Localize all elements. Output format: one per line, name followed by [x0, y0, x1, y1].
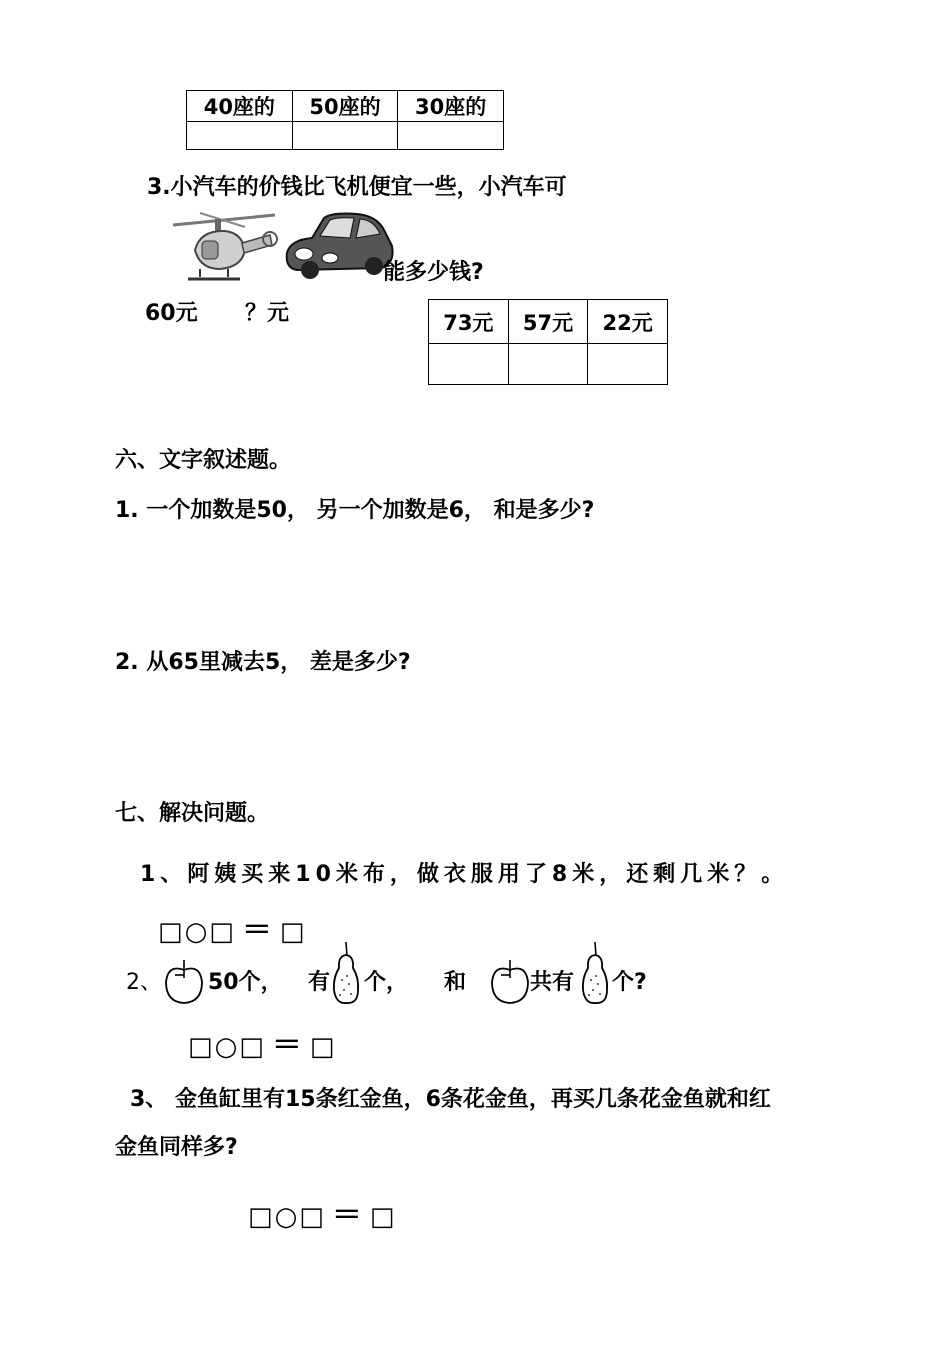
- section7-q2-e: 共有: [530, 970, 575, 995]
- apple-icon: [162, 958, 206, 1006]
- plane-price: 60元: [145, 301, 198, 326]
- eq3-box-a[interactable]: □: [248, 1202, 275, 1232]
- apple-icon-2: [488, 958, 532, 1006]
- eq3-circle[interactable]: ○: [274, 1202, 300, 1232]
- price-answer-73[interactable]: [429, 344, 509, 385]
- seat-table: [186, 90, 504, 150]
- seat-header-30: 30座的: [398, 91, 504, 122]
- price-choice-22: 22元: [588, 300, 668, 344]
- eq1-box-c[interactable]: □: [279, 917, 307, 947]
- section6-q2: 2. 从65里减去5， 差是多少?: [115, 650, 411, 675]
- car-icon: [282, 208, 397, 283]
- eq1-equals: ＝: [241, 913, 274, 948]
- price-answer-22[interactable]: [588, 344, 668, 385]
- seat-answer-40[interactable]: [187, 122, 293, 150]
- q3-text-line1: 3.小汽车的价钱比飞机便宜一些，小汽车可: [147, 175, 567, 200]
- eq1-box-b[interactable]: □: [209, 917, 236, 947]
- section6-title: 六、文字叙述题。: [115, 448, 292, 473]
- seat-answer-30[interactable]: [398, 122, 504, 150]
- eq2-circle[interactable]: ○: [214, 1032, 240, 1062]
- section7-q2-a: 50个，: [208, 970, 283, 995]
- price-choice-73: 73元: [429, 300, 509, 344]
- eq2-box-b[interactable]: □: [239, 1032, 266, 1062]
- section7-q2-d: 和: [444, 970, 467, 995]
- eq3-box-c[interactable]: □: [369, 1202, 397, 1232]
- price-choice-57: 57元: [508, 300, 588, 344]
- seat-header-50: 50座的: [292, 91, 398, 122]
- eq3-equals: ＝: [331, 1198, 364, 1233]
- eq1-box-a[interactable]: □: [158, 917, 185, 947]
- section7-q2-b: 有: [308, 970, 331, 995]
- eq2-box-c[interactable]: □: [309, 1032, 337, 1062]
- eq3-box-b[interactable]: □: [299, 1202, 326, 1232]
- equation-2: [188, 1020, 336, 1064]
- pear-icon: [329, 940, 363, 1006]
- section7-q3-line2: 金鱼同样多?: [115, 1135, 238, 1160]
- seat-answer-50[interactable]: [292, 122, 398, 150]
- section7-q1: 1、阿姨买来10米布，做衣服用了8米，还剩几米？。: [140, 862, 789, 887]
- section7-title: 七、解决问题。: [115, 801, 270, 826]
- pear-icon-2: [578, 940, 612, 1006]
- seat-header-40: 40座的: [187, 91, 293, 122]
- car-price: ？元: [245, 301, 290, 326]
- eq2-equals: ＝: [271, 1028, 304, 1063]
- eq2-box-a[interactable]: □: [188, 1032, 215, 1062]
- equation-3: [248, 1190, 396, 1234]
- price-choice-table: [428, 299, 668, 385]
- eq1-circle[interactable]: ○: [184, 917, 210, 947]
- section6-q1: 1. 一个加数是50， 另一个加数是6， 和是多少?: [115, 498, 595, 523]
- section7-q2-num: 2、: [126, 970, 162, 995]
- section7-q2-c: 个，: [364, 970, 409, 995]
- helicopter-icon: [170, 205, 285, 290]
- section7-q3-line1: 3、 金鱼缸里有15条红金鱼，6条花金鱼，再买几条花金鱼就和红: [130, 1087, 771, 1112]
- equation-1: [158, 905, 306, 949]
- section7-q2-f: 个?: [612, 970, 647, 995]
- price-answer-57[interactable]: [508, 344, 588, 385]
- q3-text-line2: 能多少钱?: [383, 260, 484, 285]
